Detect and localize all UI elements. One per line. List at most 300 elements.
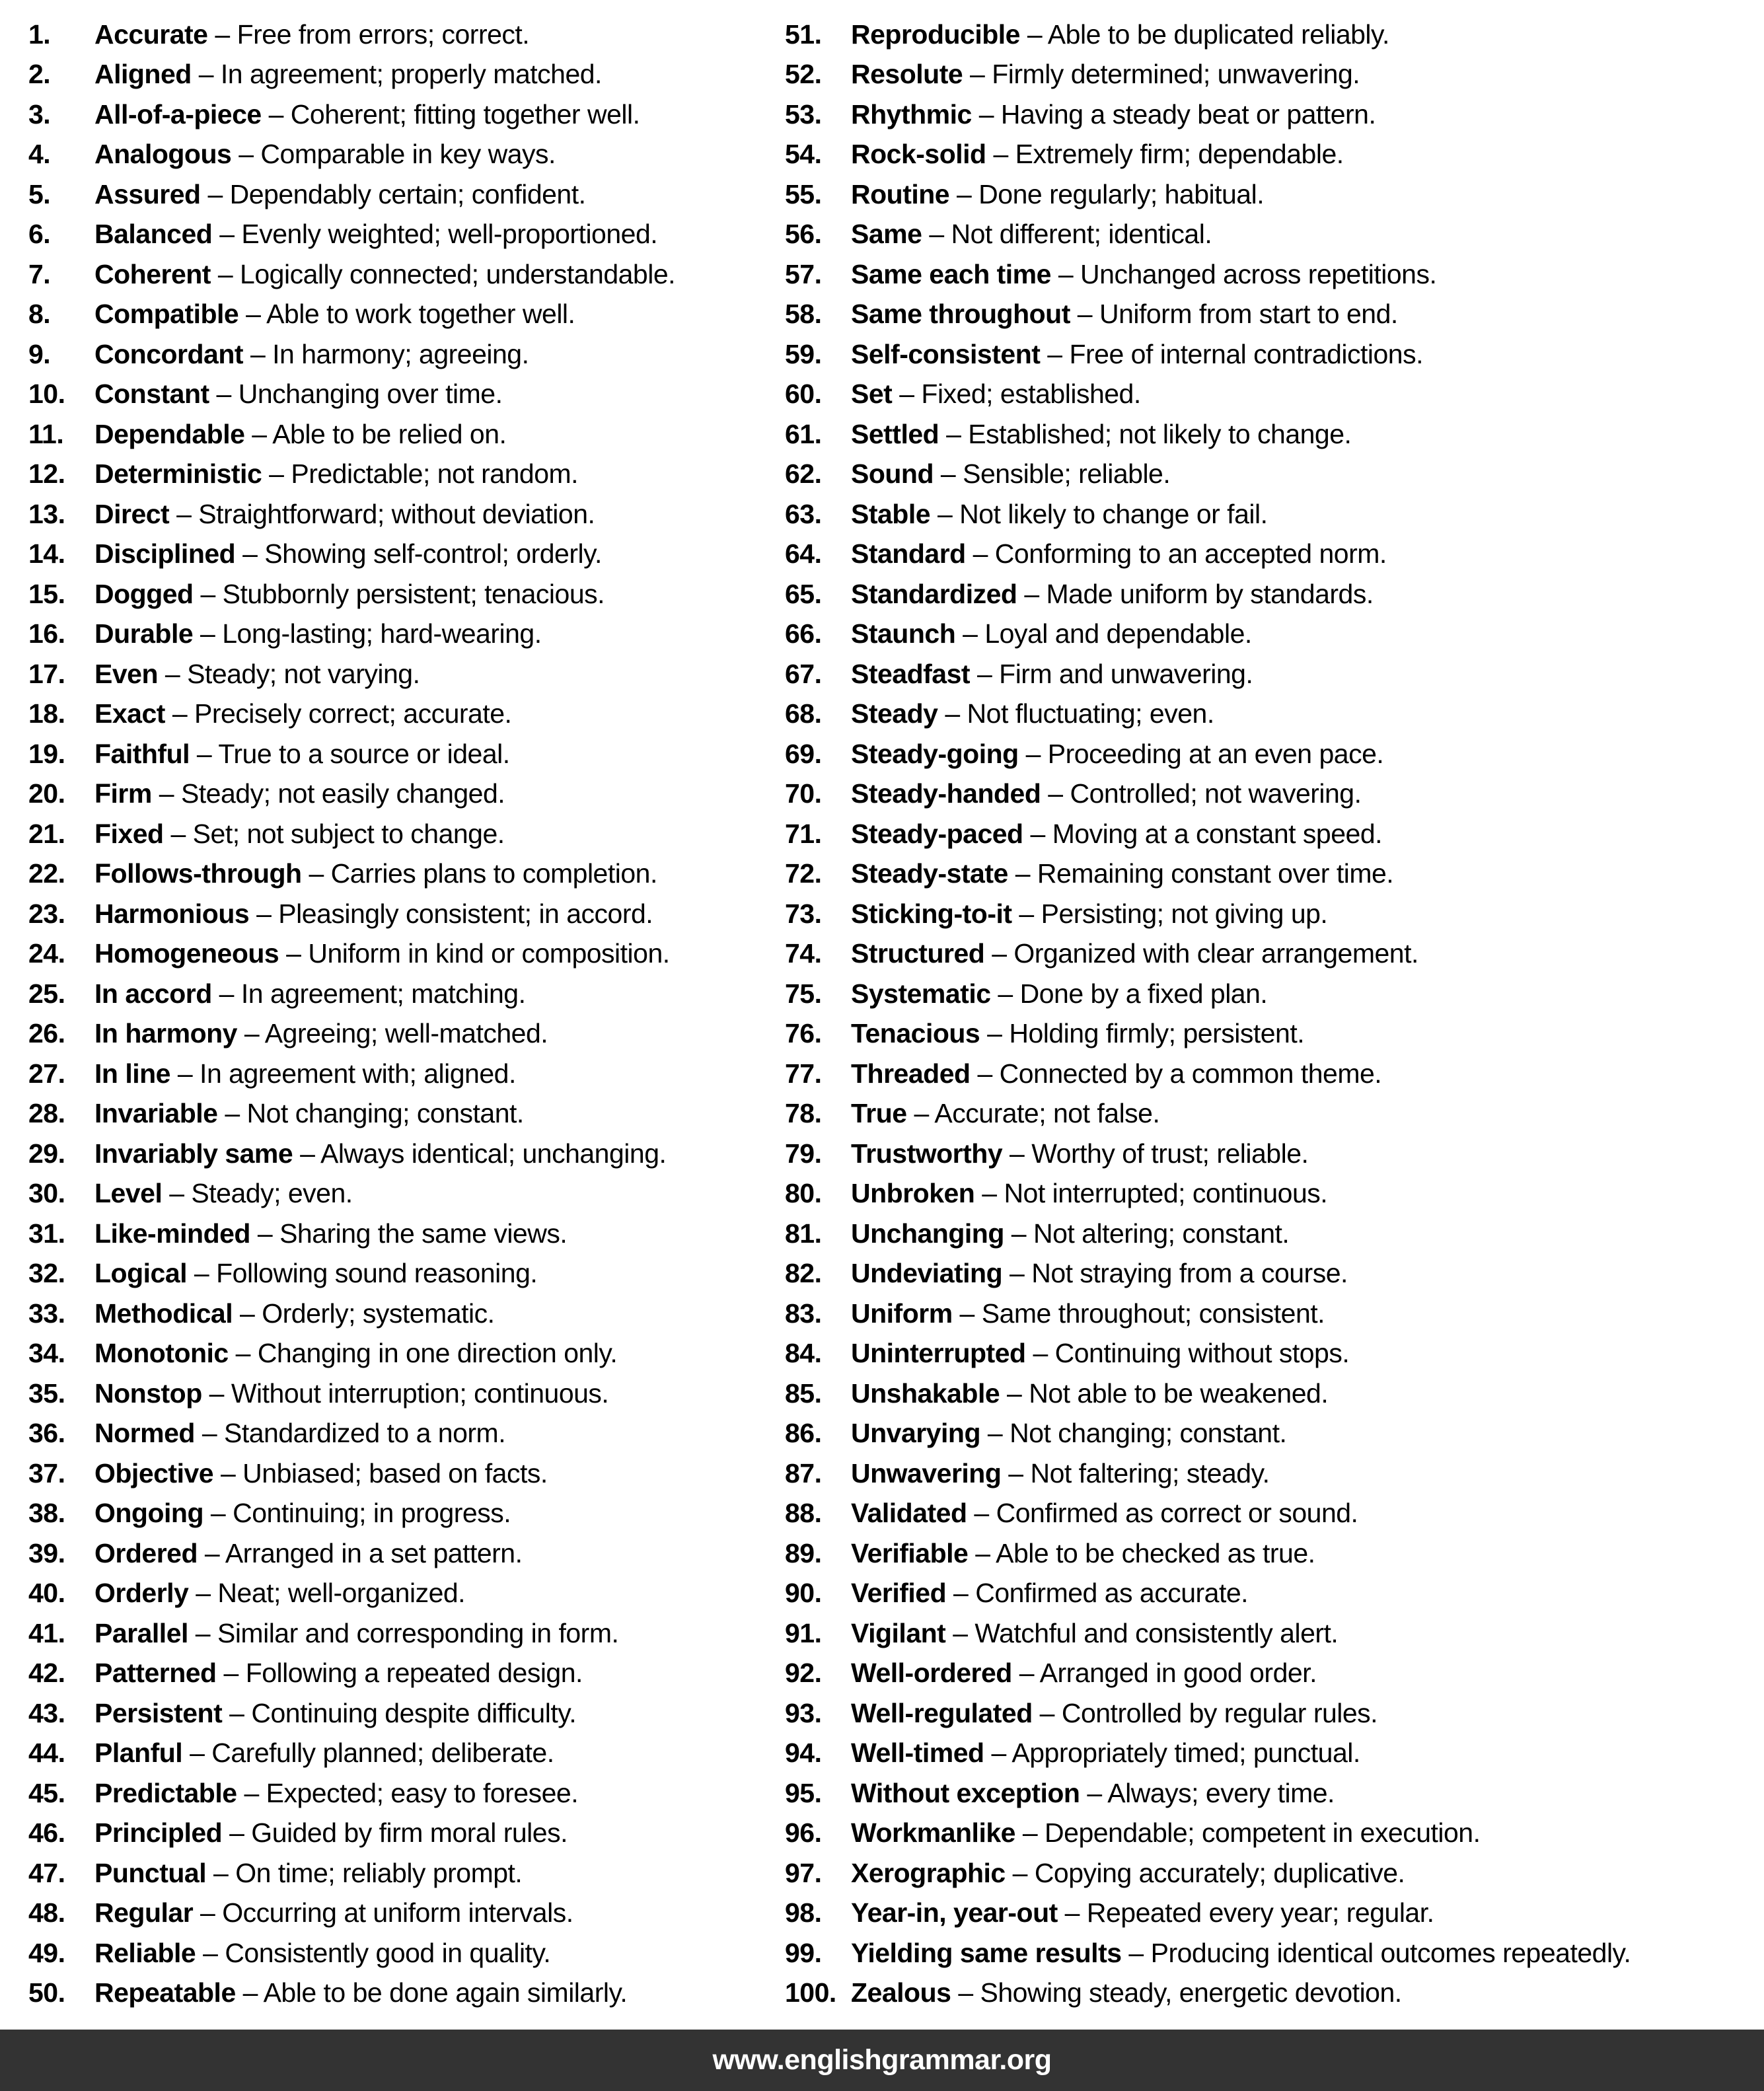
item-term: Well-timed — [851, 1738, 984, 1769]
item-number: 21. — [28, 818, 65, 849]
item-definition: – Connected by a common theme. — [970, 1058, 1382, 1089]
item-text — [851, 1458, 1269, 1489]
item-number: 44. — [28, 1738, 65, 1769]
item-number: 57. — [785, 258, 822, 289]
item-text — [851, 1618, 1338, 1649]
list-item — [28, 894, 783, 934]
item-text — [94, 1458, 548, 1489]
list-item — [28, 334, 783, 375]
item-term: Invariable — [94, 1098, 218, 1129]
item-text — [851, 379, 1141, 410]
item-term: Same throughout — [851, 299, 1070, 330]
item-definition: – Steady; not varying. — [158, 658, 420, 689]
list-item — [785, 574, 1757, 614]
item-number: 16. — [28, 618, 65, 649]
item-term: Steadfast — [851, 658, 971, 689]
item-definition: – Not interrupted; continuous. — [974, 1178, 1328, 1209]
item-number: 92. — [785, 1658, 822, 1689]
item-definition: – Extremely firm; dependable. — [986, 139, 1344, 170]
item-text — [851, 19, 1389, 50]
item-number: 73. — [785, 898, 822, 929]
item-term: All-of-a-piece — [94, 98, 262, 129]
item-number: 64. — [785, 538, 822, 569]
list-item — [28, 414, 783, 455]
list-item — [785, 1773, 1757, 1814]
item-text — [94, 618, 542, 649]
list-item — [28, 1374, 783, 1414]
item-text — [851, 1938, 1631, 1969]
item-definition: – Not faltering; steady. — [1001, 1457, 1270, 1488]
list-item — [785, 614, 1757, 655]
list-item — [28, 1094, 783, 1134]
item-term: Analogous — [94, 139, 232, 170]
list-item — [28, 1613, 783, 1654]
item-term: Xerographic — [851, 1857, 1006, 1888]
list-item — [28, 455, 783, 495]
list-item — [785, 1014, 1757, 1054]
list-column-left — [28, 15, 783, 2013]
item-term: Stable — [851, 498, 931, 529]
item-text — [94, 1338, 617, 1369]
item-number: 93. — [785, 1697, 822, 1728]
item-term: Unchanging — [851, 1218, 1004, 1249]
item-number: 84. — [785, 1338, 822, 1369]
item-term: Ongoing — [94, 1498, 204, 1529]
item-text — [851, 1498, 1358, 1529]
list-item — [785, 1893, 1757, 1934]
list-item — [28, 1334, 783, 1374]
item-definition: – Done by a fixed plan. — [990, 978, 1268, 1009]
item-number: 98. — [785, 1897, 822, 1928]
item-definition: – In agreement; matching. — [211, 978, 526, 1009]
item-term: Rhythmic — [851, 98, 972, 129]
list-item — [785, 1174, 1757, 1214]
list-item — [785, 174, 1757, 215]
item-definition: – Occurring at uniform intervals. — [193, 1897, 573, 1928]
item-text — [851, 538, 1387, 569]
list-item — [28, 1574, 783, 1614]
item-text — [851, 1338, 1349, 1369]
item-definition: – Not able to be weakened. — [1000, 1377, 1329, 1409]
item-definition: – Stubbornly persistent; tenacious. — [193, 578, 605, 609]
item-term: Steady-paced — [851, 818, 1023, 849]
item-term: Repeatable — [94, 1977, 236, 2008]
item-term: Aligned — [94, 59, 192, 90]
item-text — [851, 1778, 1335, 1809]
item-definition: – Free from errors; correct. — [207, 18, 530, 50]
item-text — [851, 978, 1267, 1009]
item-text — [851, 579, 1374, 610]
item-number: 51. — [785, 18, 822, 50]
item-number: 37. — [28, 1457, 65, 1488]
item-term: Principled — [94, 1817, 223, 1849]
item-number: 10. — [28, 379, 65, 410]
list-item — [28, 494, 783, 534]
list-item — [785, 295, 1757, 335]
list-item — [28, 654, 783, 694]
list-item — [785, 1453, 1757, 1494]
list-item — [28, 1814, 783, 1854]
item-term: Disciplined — [94, 538, 236, 569]
item-number: 63. — [785, 498, 822, 529]
list-item — [785, 1214, 1757, 1254]
item-term: Same — [851, 219, 922, 250]
item-definition: – Loyal and dependable. — [955, 618, 1252, 649]
item-term: Same each time — [851, 258, 1051, 289]
item-term: Standardized — [851, 578, 1017, 609]
list-item — [785, 1574, 1757, 1614]
item-number: 71. — [785, 818, 822, 849]
list-item — [28, 1973, 783, 2014]
item-text — [851, 179, 1264, 210]
item-term: Tenacious — [851, 1018, 980, 1049]
list-item — [785, 1734, 1757, 1774]
item-text — [851, 499, 1267, 530]
item-term: Constant — [94, 379, 209, 410]
item-definition: – Arranged in good order. — [1011, 1658, 1317, 1689]
item-definition: – Similar and corresponding in form. — [188, 1617, 619, 1648]
item-number: 82. — [785, 1258, 822, 1289]
list-item — [785, 1533, 1757, 1574]
list-item — [785, 1334, 1757, 1374]
item-definition: – Firmly determined; unwavering. — [963, 59, 1360, 90]
item-text — [94, 1538, 523, 1569]
list-item — [28, 375, 783, 415]
item-term: Dogged — [94, 578, 194, 609]
item-term: Verified — [851, 1578, 947, 1609]
list-item — [28, 574, 783, 614]
item-definition: – Carries plans to completion. — [301, 858, 657, 889]
item-text — [851, 459, 1170, 490]
item-definition: – Arranged in a set pattern. — [198, 1537, 523, 1568]
item-definition: – Watchful and consistently alert. — [945, 1617, 1339, 1648]
item-definition: – Controlled; not wavering. — [1041, 778, 1362, 809]
item-number: 4. — [28, 139, 51, 170]
item-text — [94, 219, 657, 250]
item-number: 99. — [785, 1937, 822, 1968]
list-item — [28, 1214, 783, 1254]
item-text — [94, 579, 605, 610]
item-text — [94, 459, 578, 490]
item-number: 40. — [28, 1578, 65, 1609]
item-text — [94, 179, 586, 210]
list-item — [785, 494, 1757, 534]
item-term: True — [851, 1098, 907, 1129]
item-number: 35. — [28, 1377, 65, 1409]
item-term: Uniform — [851, 1298, 953, 1329]
item-number: 56. — [785, 219, 822, 250]
list-item — [28, 1414, 783, 1454]
item-number: 53. — [785, 98, 822, 129]
list-item — [28, 1014, 783, 1054]
item-definition: – Holding firmly; persistent. — [980, 1018, 1305, 1049]
item-text — [851, 139, 1344, 170]
item-number: 23. — [28, 898, 65, 929]
item-term: In line — [94, 1058, 170, 1089]
item-term: Rock-solid — [851, 139, 986, 170]
list-item — [785, 135, 1757, 175]
item-definition: – Set; not subject to change. — [163, 818, 505, 849]
item-term: Concordant — [94, 338, 244, 369]
item-definition: – Dependably certain; confident. — [200, 178, 586, 209]
item-number: 80. — [785, 1178, 822, 1209]
item-text — [851, 419, 1351, 450]
list-item — [785, 534, 1757, 575]
list-item — [785, 1054, 1757, 1094]
list-item — [28, 1933, 783, 1973]
item-definition: – Always; every time. — [1080, 1777, 1335, 1808]
item-definition: – Uniform from start to end. — [1070, 299, 1398, 330]
list-item — [785, 414, 1757, 455]
item-number: 83. — [785, 1298, 822, 1329]
item-definition: – Fixed; established. — [892, 379, 1141, 410]
item-text — [851, 1098, 1159, 1129]
item-number: 31. — [28, 1218, 65, 1249]
list-item — [28, 135, 783, 175]
item-definition: – Worthy of trust; reliable. — [1002, 1138, 1309, 1169]
item-text — [94, 1258, 537, 1289]
item-definition: – Expected; easy to foresee. — [237, 1777, 579, 1808]
item-text — [851, 1858, 1405, 1889]
list-item — [28, 55, 783, 95]
item-definition: – Predictable; not random. — [262, 459, 579, 490]
item-term: Accurate — [94, 18, 208, 50]
item-term: Patterned — [94, 1658, 217, 1689]
item-number: 29. — [28, 1138, 65, 1169]
item-text — [851, 1538, 1315, 1569]
item-term: Assured — [94, 178, 201, 209]
item-definition: – Showing steady, energetic devotion. — [951, 1977, 1402, 2008]
item-text — [851, 1658, 1317, 1689]
item-number: 97. — [785, 1857, 822, 1888]
item-term: Level — [94, 1178, 163, 1209]
item-number: 45. — [28, 1777, 65, 1808]
item-text — [94, 1698, 576, 1729]
item-text — [94, 1658, 583, 1689]
item-text — [851, 1897, 1434, 1928]
list-item — [785, 1654, 1757, 1694]
item-number: 3. — [28, 98, 51, 129]
item-definition: – Able to work together well. — [239, 299, 575, 330]
list-item — [785, 94, 1757, 135]
item-text — [94, 1018, 548, 1049]
item-definition: – Neat; well-organized. — [188, 1578, 466, 1609]
item-number: 5. — [28, 178, 51, 209]
item-term: Unbroken — [851, 1178, 975, 1209]
item-term: Routine — [851, 178, 950, 209]
item-term: Deterministic — [94, 459, 262, 490]
item-definition: – Not different; identical. — [922, 219, 1212, 250]
item-definition: – Sharing the same views. — [250, 1218, 568, 1249]
item-number: 88. — [785, 1498, 822, 1529]
item-term: Reliable — [94, 1937, 196, 1968]
item-term: Sticking-to-it — [851, 898, 1012, 929]
item-number: 33. — [28, 1298, 65, 1329]
item-number: 77. — [785, 1058, 822, 1089]
item-term: Coherent — [94, 258, 211, 289]
list-item — [785, 334, 1757, 375]
item-term: Methodical — [94, 1298, 233, 1329]
item-definition: – Dependable; competent in execution. — [1015, 1817, 1481, 1849]
item-number: 52. — [785, 59, 822, 90]
list-item — [28, 215, 783, 255]
item-number: 39. — [28, 1537, 65, 1568]
item-term: Undeviating — [851, 1258, 1003, 1289]
item-text — [851, 59, 1360, 90]
item-definition: – Moving at a constant speed. — [1023, 818, 1383, 849]
item-term: Predictable — [94, 1777, 237, 1808]
item-term: Yielding same results — [851, 1937, 1122, 1968]
item-term: Well-ordered — [851, 1658, 1012, 1689]
item-text — [851, 899, 1327, 930]
item-text — [851, 1378, 1328, 1409]
item-text — [94, 1578, 465, 1609]
list-item — [28, 774, 783, 815]
list-item — [28, 694, 783, 735]
item-definition: – Unbiased; based on facts. — [213, 1457, 548, 1488]
item-text — [94, 899, 653, 930]
item-text — [94, 1778, 578, 1809]
list-item — [785, 1853, 1757, 1893]
item-term: Set — [851, 379, 893, 410]
item-term: In harmony — [94, 1018, 237, 1049]
item-text — [851, 1578, 1248, 1609]
item-text — [94, 59, 602, 90]
item-text — [94, 778, 505, 809]
item-number: 62. — [785, 459, 822, 490]
item-number: 69. — [785, 738, 822, 769]
list-item — [785, 974, 1757, 1014]
list-item — [785, 1374, 1757, 1414]
list-item — [785, 1693, 1757, 1734]
list-item — [28, 15, 783, 55]
item-definition: – Orderly; systematic. — [233, 1298, 495, 1329]
list-item — [785, 1134, 1757, 1174]
item-number: 91. — [785, 1617, 822, 1648]
item-term: Threaded — [851, 1058, 971, 1089]
list-item — [785, 654, 1757, 694]
item-text — [851, 938, 1418, 969]
item-definition: – Not likely to change or fail. — [930, 498, 1268, 529]
item-definition: – Carefully planned; deliberate. — [182, 1738, 554, 1769]
item-term: Firm — [94, 778, 152, 809]
item-number: 42. — [28, 1658, 65, 1689]
item-term: Durable — [94, 618, 194, 649]
item-text — [851, 1817, 1481, 1849]
item-text — [94, 99, 640, 130]
item-definition: – Able to be done again similarly. — [235, 1977, 628, 2008]
item-number: 36. — [28, 1418, 65, 1449]
item-number: 48. — [28, 1897, 65, 1928]
item-text — [94, 379, 502, 410]
item-definition: – Done regularly; habitual. — [949, 178, 1265, 209]
item-definition: – Established; not likely to change. — [939, 418, 1352, 449]
item-definition: – Steady; not easily changed. — [151, 778, 505, 809]
item-text — [94, 1218, 567, 1249]
list-item — [28, 1773, 783, 1814]
item-text — [851, 1258, 1348, 1289]
item-text — [851, 1018, 1304, 1049]
item-term: Harmonious — [94, 898, 250, 929]
item-text — [851, 1738, 1360, 1769]
item-term: Vigilant — [851, 1617, 946, 1648]
item-term: Monotonic — [94, 1338, 229, 1369]
item-number: 1. — [28, 18, 51, 50]
list-item — [785, 55, 1757, 95]
item-text — [94, 1858, 522, 1889]
list-item — [785, 934, 1757, 974]
item-text — [851, 778, 1362, 809]
list-item — [785, 734, 1757, 774]
item-term: Staunch — [851, 618, 956, 649]
list-item — [28, 174, 783, 215]
item-definition: – Not straying from a course. — [1002, 1258, 1348, 1289]
item-term: Normed — [94, 1418, 195, 1449]
item-term: Nonstop — [94, 1377, 202, 1409]
item-definition: – Not altering; constant. — [1004, 1218, 1290, 1249]
item-text — [851, 1138, 1308, 1169]
list-item — [785, 814, 1757, 854]
list-item — [28, 1453, 783, 1494]
item-text — [851, 618, 1252, 649]
item-number: 75. — [785, 978, 822, 1009]
list-item — [28, 1054, 783, 1094]
item-definition: – Not changing; constant. — [980, 1418, 1287, 1449]
item-text — [94, 139, 556, 170]
item-definition: – Proceeding at an even pace. — [1018, 738, 1384, 769]
item-definition: – Coherent; fitting together well. — [261, 98, 640, 129]
item-term: In accord — [94, 978, 212, 1009]
item-definition: – Made uniform by standards. — [1017, 578, 1374, 609]
item-definition: – Following sound reasoning. — [187, 1258, 538, 1289]
item-text — [94, 819, 505, 850]
list-item — [28, 1494, 783, 1534]
item-number: 67. — [785, 658, 822, 689]
list-item — [28, 1134, 783, 1174]
item-term: Even — [94, 658, 158, 689]
item-term: Persistent — [94, 1697, 223, 1728]
item-text — [94, 1378, 608, 1409]
item-definition: – Controlled by regular rules. — [1032, 1697, 1378, 1728]
item-definition: – Able to be relied on. — [244, 418, 507, 449]
item-term: Steady-handed — [851, 778, 1041, 809]
item-definition: – Guided by firm moral rules. — [222, 1817, 568, 1849]
item-text — [94, 1418, 505, 1449]
item-number: 85. — [785, 1377, 822, 1409]
item-definition: – Always identical; unchanging. — [293, 1138, 667, 1169]
list-item — [785, 215, 1757, 255]
list-item — [28, 1893, 783, 1934]
item-term: Logical — [94, 1258, 188, 1289]
list-column-right — [785, 15, 1757, 2013]
item-definition: – Unchanging over time. — [209, 379, 503, 410]
item-text — [94, 858, 657, 889]
item-text — [94, 1138, 666, 1169]
item-definition: – Confirmed as accurate. — [946, 1578, 1249, 1609]
item-number: 11. — [28, 418, 64, 449]
item-number: 24. — [28, 938, 65, 969]
list-item — [28, 814, 783, 854]
item-term: Year-in, year-out — [851, 1897, 1058, 1928]
list-item — [785, 254, 1757, 295]
item-definition: – Remaining constant over time. — [1008, 858, 1394, 889]
item-definition: – In agreement with; aligned. — [170, 1058, 516, 1089]
item-number: 81. — [785, 1218, 822, 1249]
item-number: 32. — [28, 1258, 65, 1289]
item-text — [851, 259, 1436, 290]
list-item — [28, 1254, 783, 1294]
item-text — [851, 1698, 1378, 1729]
